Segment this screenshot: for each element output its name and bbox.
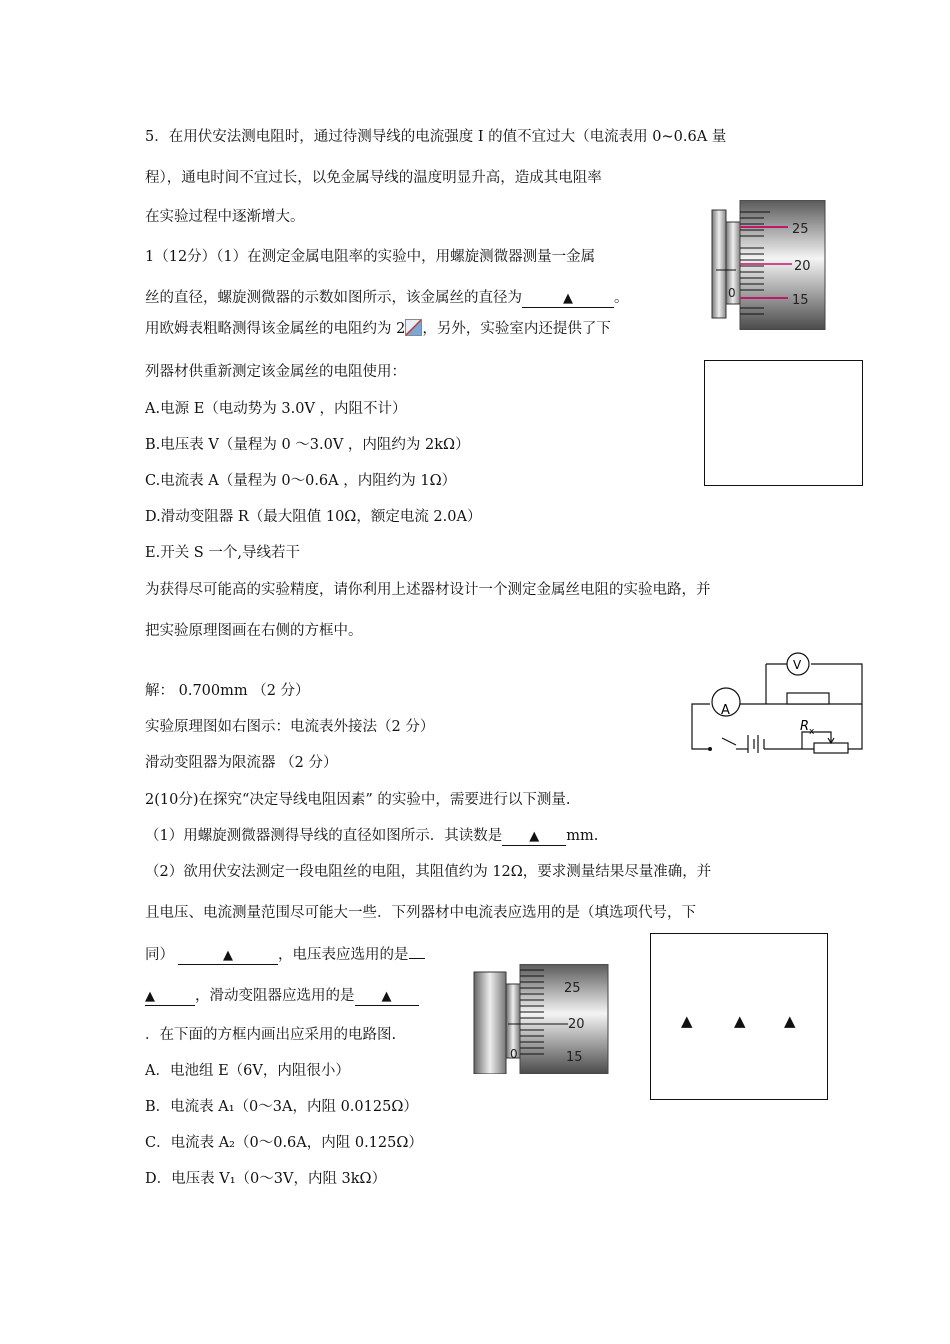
p1-item-e: E.开关 S 一个,导线若干 [145,545,300,561]
rx-subscript: x [809,727,815,737]
p2-line-1: 2(10分)在探究“决定导线电阻因素” 的实验中，需要进行以下测量. [145,792,571,808]
circuit-diagram [686,648,868,756]
p1-item-d: D.滑动变阻器 R（最大阻值 10Ω，额定电流 2.0A） [145,509,482,525]
p1-line-5: 为获得尽可能高的实验精度，请你利用上述器材设计一个测定金属丝电阻的实验电路，并 [145,582,711,598]
p1-item-b: B.电压表 V（量程为 0 ～3.0V ，内阻约为 2kΩ） [145,437,470,453]
mic2-label-20: 20 [568,1017,585,1032]
p2-line-5a: 同） [145,947,174,963]
p1-line-1: 1（12分）（1）在测定金属电阻率的实验中，用螺旋测微器测量一金属 [145,249,596,265]
mic1-label-20: 20 [794,259,811,274]
triangle-icon: ▲ [529,829,540,844]
triangle-icon: ▲ [563,291,573,306]
ammeter-label: A [721,703,730,718]
p1-answer-3: 滑动变阻器为限流器 （2 分） [145,755,338,771]
p2-line-7: ．在下面的方框内画出应采用的电路图. [145,1027,397,1043]
p2-item-a: A．电池组 E（6V，内阻很小） [145,1063,350,1079]
rx-label: R [800,719,810,734]
p1-line-3 [145,319,611,339]
micrometer-2-figure [472,964,612,1074]
q5-line-2: 程），通电时间不宜过长，以免金属导线的温度明显升高，造成其电阻率 [145,170,602,186]
p1-line-2a: 丝的直径，螺旋测微器的示数如图所示，该金属丝的直径为 [145,290,522,306]
p1-item-a: A.电源 E（电动势为 3.0V ，内阻不计） [145,401,407,417]
triangle-icon: ▲ [734,1012,746,1030]
p1-line-3a: 用欧姆表粗略测得该金属丝的电阻约为 2 [145,321,406,337]
p2-line-2b: mm. [566,828,599,844]
triangle-icon: ▲ [223,948,233,963]
p2-item-b: B．电流表 A₁（0～3A，内阻 0.0125Ω） [145,1099,418,1115]
p2-item-c: C．电流表 A₂（0～0.6A，内阻 0.125Ω） [145,1135,423,1151]
answer-blank-rheostat[interactable] [355,988,419,1006]
p1-line-2 [145,288,629,308]
micrometer-1-figure [708,200,830,330]
p2-line-3: （2）欲用伏安法测定一段电阻丝的电阻，其阻值约为 12Ω，要求测量结果尽量准确，并 [145,864,712,880]
p1-line-6: 把实验原理图画在右侧的方框中。 [145,623,363,639]
mic1-label-25: 25 [792,222,809,237]
p2-line-2 [145,826,598,846]
voltmeter-label: V [793,658,802,672]
answer-blank-reading[interactable] [502,828,566,846]
answer-box-2[interactable] [650,933,828,1100]
mic2-label-15: 15 [566,1050,583,1065]
p1-answer-2: 实验原理图如右图示：电流表外接法（2 分） [145,719,435,735]
mic1-label-15: 15 [792,293,809,308]
answer-blank-ammeter[interactable] [178,947,278,965]
p2-line-5b: ，电压表应选用的是 [278,947,409,963]
p1-line-3b: ，另外，实验室内还提供了下 [422,321,611,337]
p2-line-2a: （1）用螺旋测微器测得导线的直径如图所示．其读数是 [145,828,503,844]
mic1-zero: 0 [728,286,736,300]
q5-line-3: 在实验过程中逐渐增大。 [145,209,305,225]
p2-line-4: 且电压、电流测量范围尽可能大一些．下列器材中电流表应选用的是（填选项代号，下 [145,905,696,921]
answer-box-1[interactable] [704,360,863,486]
p1-line-2b: 。 [614,290,629,306]
q5-line-1: 5．在用伏安法测电阻时，通过待测导线的电流强度 I 的值不宜过大（电流表用 0~0.6A 量 [145,129,727,145]
answer-blank-voltmeter-cont[interactable] [145,988,195,1006]
p2-item-d: D．电压表 V₁（0～3V，内阻 3kΩ） [145,1171,387,1187]
answer-blank-voltmeter[interactable] [409,958,425,959]
p1-line-4: 列器材供重新测定该金属丝的电阻使用： [145,364,406,380]
p2-line-6b: ，滑动变阻器应选用的是 [195,988,355,1004]
p1-item-c: C.电流表 A（量程为 0～0.6A ，内阻约为 1Ω） [145,473,457,489]
triangle-icon: ▲ [681,1012,693,1030]
p1-answer-1: 解： 0.700mm （2 分） [145,683,310,699]
answer-blank-diameter[interactable] [522,290,614,308]
mic2-zero: 0 [510,1047,518,1061]
p2-line-6 [145,986,419,1006]
triangle-icon: ▲ [784,1012,796,1030]
broken-image-icon [405,319,422,336]
triangle-icon: ▲ [381,989,392,1004]
p2-line-5 [145,945,425,965]
mic2-label-25: 25 [564,981,581,996]
triangle-icon: ▲ [145,989,155,1004]
